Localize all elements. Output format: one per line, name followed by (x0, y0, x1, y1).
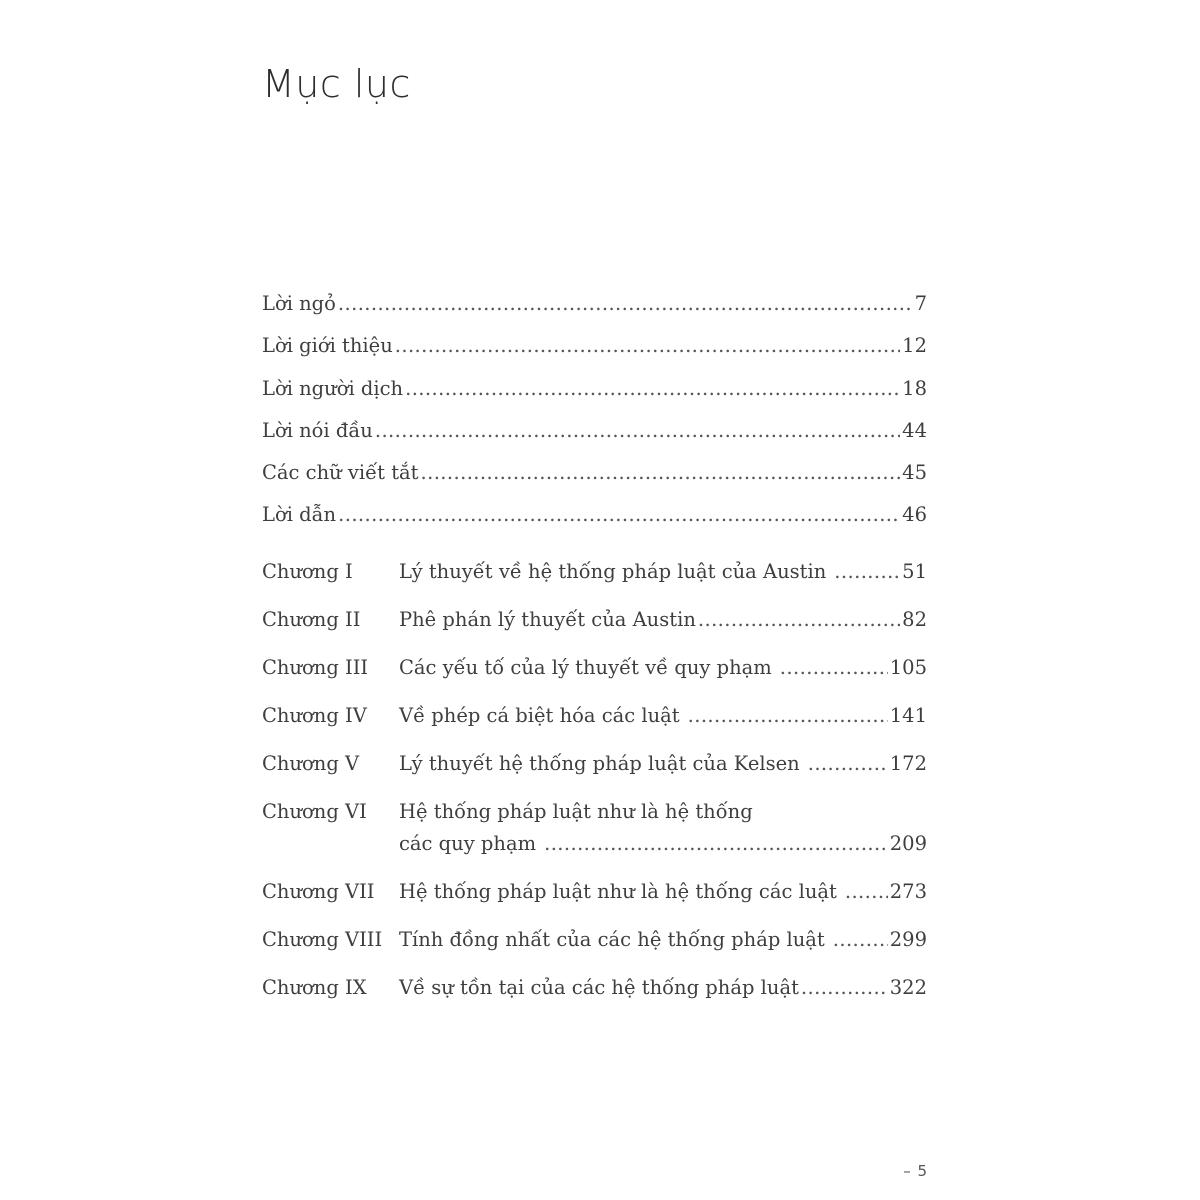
page-title: Mục lục (262, 62, 411, 106)
chapter-label: Chương IV (262, 703, 367, 727)
dot-leader (834, 556, 900, 588)
toc-entry-title: Lời người dịch (262, 376, 404, 400)
dot-leader (808, 748, 888, 780)
chapter-title: Các yếu tố của lý thuyết về quy phạm (399, 655, 772, 679)
dot-leader (845, 876, 888, 908)
dot-leader (688, 700, 888, 732)
toc-entry-page: 46 (902, 503, 927, 527)
chapter-label: Chương I (262, 559, 353, 583)
toc-entry-page: 18 (902, 376, 927, 400)
dot-leader (780, 652, 888, 684)
chapter-entry[interactable] (262, 796, 927, 860)
chapter-entry[interactable] (262, 556, 927, 588)
dot-leader (405, 371, 900, 407)
dot-leader (833, 924, 888, 956)
chapter-title: Lý thuyết về hệ thống pháp luật của Austin (399, 559, 827, 583)
chapter-entry[interactable] (262, 604, 927, 636)
toc-entry-page: 44 (902, 418, 927, 442)
chapter-entry[interactable] (262, 876, 927, 908)
chapter-title-line1: Hệ thống pháp luật như là hệ thống (399, 799, 753, 823)
chapter-title-line2: các quy phạm (399, 831, 537, 855)
toc-entry-title: Lời giới thiệu (262, 334, 393, 358)
chapter-title: Tính đồng nhất của các hệ thống pháp luật (399, 927, 825, 951)
chapter-page: 299 (889, 927, 927, 951)
chapter-label: Chương V (262, 751, 360, 775)
chapter-title: Hệ thống pháp luật như là hệ thống các luật (399, 879, 837, 903)
chapter-page: 105 (889, 655, 927, 679)
toc-entry-title: Lời dẫn (262, 503, 337, 527)
toc-entry[interactable] (262, 413, 927, 455)
chapter-entry[interactable] (262, 924, 927, 956)
page-number: – 5 (903, 1162, 928, 1180)
dot-leader (801, 972, 888, 1004)
chapter-entry[interactable] (262, 700, 927, 732)
chapter-entry[interactable] (262, 972, 927, 1004)
dot-leader (338, 497, 900, 533)
chapter-page: 322 (889, 975, 927, 999)
chapter-entry[interactable] (262, 748, 927, 780)
chapter-page: 51 (902, 559, 927, 583)
toc-entry-title: Lời ngỏ (262, 292, 336, 315)
toc-entry[interactable] (262, 328, 927, 370)
toc-entry[interactable] (262, 286, 927, 328)
chapter-label: Chương II (262, 607, 361, 631)
toc-entry[interactable] (262, 455, 927, 497)
dot-leader (338, 286, 913, 322)
toc-entry-page: 45 (902, 461, 927, 485)
dot-leader (395, 328, 900, 364)
chapter-title: Phê phán lý thuyết của Austin (399, 607, 696, 631)
chapter-label: Chương VI (262, 799, 367, 823)
toc-entry[interactable] (262, 371, 927, 413)
chapter-title: Về sự tồn tại của các hệ thống pháp luật (399, 975, 799, 999)
chapter-label: Chương VII (262, 879, 375, 903)
dot-leader (375, 413, 900, 449)
chapter-title: Về phép cá biệt hóa các luật (399, 703, 680, 727)
chapter-title: Lý thuyết hệ thống pháp luật của Kelsen (399, 751, 800, 775)
chapter-page: 172 (889, 751, 927, 775)
chapter-page: 209 (889, 831, 927, 855)
chapter-page: 82 (902, 607, 927, 631)
toc-entry-page: 7 (914, 292, 927, 315)
chapter-label: Chương IX (262, 975, 367, 999)
dot-leader (421, 455, 901, 491)
front-matter-list (262, 286, 927, 540)
chapter-entry[interactable] (262, 652, 927, 684)
table-of-contents (262, 286, 927, 1020)
chapter-page: 273 (889, 879, 927, 903)
chapter-label: Chương VIII (262, 927, 383, 951)
dot-leader (544, 828, 888, 860)
toc-entry-title: Các chữ viết tắt (262, 461, 419, 485)
toc-entry[interactable] (262, 497, 927, 539)
toc-entry-title: Lời nói đầu (262, 418, 373, 442)
chapter-list (262, 556, 927, 1004)
toc-entry-page: 12 (902, 334, 927, 358)
dot-leader (698, 604, 900, 636)
chapter-page: 141 (889, 703, 927, 727)
chapter-label: Chương III (262, 655, 369, 679)
